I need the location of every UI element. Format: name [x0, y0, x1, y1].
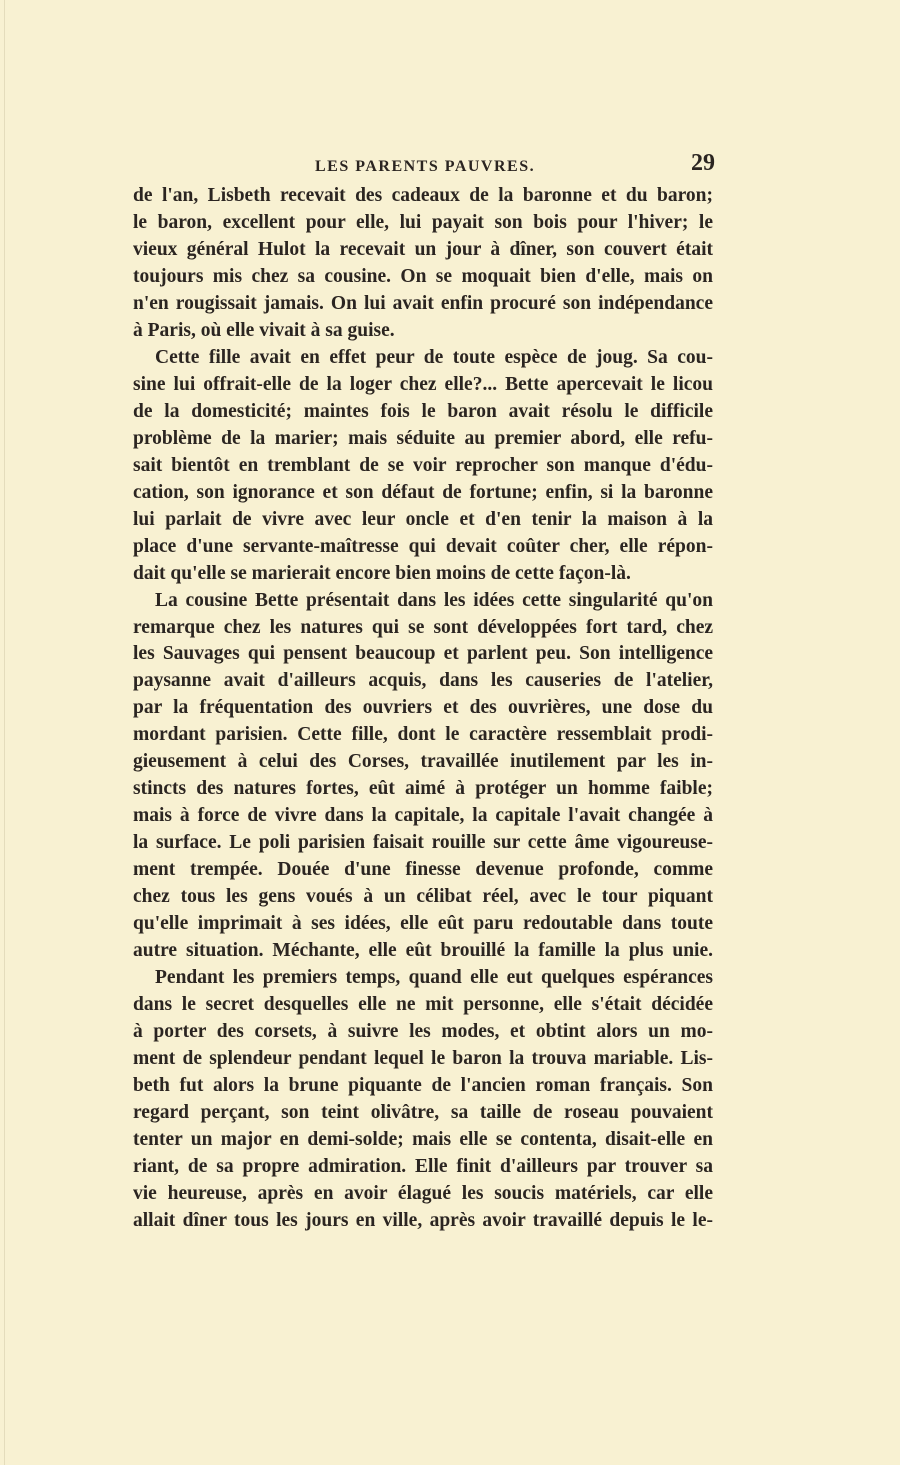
page-edge — [4, 0, 5, 1465]
text-line: ment de splendeur pendant lequel le baron la trouva mariable. Lis- — [133, 1048, 713, 1069]
text-line: n'en rougissait jamais. On lui avait enfin procuré son indépendance — [133, 292, 713, 314]
text-line: regard perçant, son teint olivâtre, sa taille de roseau pouvaient — [133, 1101, 713, 1123]
text-line: gieusement à celui des Corses, travaillée inutilement par les in- — [133, 751, 713, 773]
text-line: qu'elle imprimait à ses idées, elle eût paru redoutable dans toute — [133, 913, 713, 935]
text-line: La cousine Bette présentait dans les idées cette singularité qu'on — [155, 589, 713, 611]
text-line: mais à force de vivre dans la capitale, la capitale l'avait changée à — [133, 805, 713, 827]
text-line: toujours mis chez sa cousine. On se moquait bien d'elle, mais on — [133, 265, 713, 287]
text-line: le baron, excellent pour elle, lui payait son bois pour l'hiver; le — [133, 211, 713, 233]
text-line: chez tous les gens voués à un célibat réel, avec le tour piquant — [133, 886, 713, 908]
text-line: place d'une servante-maîtresse qui devait coûter cher, elle répon- — [133, 535, 713, 557]
text-line: à Paris, où elle vivait à sa guise. — [133, 319, 395, 341]
text-line: de la domesticité; maintes fois le baron avait résolu le difficile — [133, 400, 713, 422]
text-line: stincts des natures fortes, eût aimé à protéger un homme faible; — [133, 778, 713, 800]
page-number: 29 — [691, 150, 715, 176]
text-line: autre situation. Méchante, elle eût brouillé la famille la plus unie. — [133, 940, 713, 962]
text-line: Pendant les premiers temps, quand elle eut quelques espérances — [155, 967, 713, 989]
text-line: dait qu'elle se marierait encore bien moins de cette façon-là. — [133, 562, 631, 584]
text-line: remarque chez les natures qui se sont développées fort tard, chez — [133, 616, 713, 638]
text-line: la surface. Le poli parisien faisait rouille sur cette âme vigoureuse- — [133, 832, 713, 854]
text-line: sait bientôt en tremblant de se voir reprocher son manque d'édu- — [133, 454, 713, 476]
text-line: de l'an, Lisbeth recevait des cadeaux de la baronne et du baron; — [133, 185, 713, 206]
text-line: dans le secret desquelles elle ne mit personne, elle s'était décidée — [133, 994, 713, 1016]
text-line: beth fut alors la brune piquante de l'ancien roman français. Son — [133, 1074, 713, 1096]
text-line: tenter un major en demi-solde; mais elle se contenta, disait-elle en — [133, 1128, 713, 1150]
text-line: à porter des corsets, à suivre les modes, et obtint alors un mo- — [133, 1021, 713, 1043]
text-line: par la fréquentation des ouvriers et des ouvrières, une dose du — [133, 697, 713, 719]
text-line: les Sauvages qui pensent beaucoup et parlent peu. Son intelligence — [133, 643, 713, 665]
text-line: allait dîner tous les jours en ville, après avoir travaillé depuis le le- — [133, 1209, 713, 1231]
running-title: LES PARENTS PAUVRES. — [315, 158, 536, 175]
body-text — [133, 183, 713, 1235]
text-line: lui parlait de vivre avec leur oncle et d'en tenir la maison à la — [133, 508, 713, 530]
text-line: paysanne avait d'ailleurs acquis, dans les causeries de l'atelier, — [133, 670, 713, 692]
text-line: problème de la marier; mais séduite au premier abord, elle refu- — [133, 427, 713, 449]
text-line: cation, son ignorance et son défaut de fortune; enfin, si la baronne — [133, 481, 713, 503]
text-line: riant, de sa propre admiration. Elle finit d'ailleurs par trouver sa — [133, 1155, 713, 1177]
page-header — [133, 150, 715, 180]
text-line: Cette fille avait en effet peur de toute espèce de joug. Sa cou- — [155, 346, 713, 368]
text-line: vieux général Hulot la recevait un jour à dîner, son couvert était — [133, 238, 713, 260]
text-line: mordant parisien. Cette fille, dont le caractère ressemblait prodi- — [133, 724, 713, 746]
text-line: vie heureuse, après en avoir élagué les soucis matériels, car elle — [133, 1182, 713, 1204]
text-line: ment trempée. Douée d'une finesse devenue profonde, comme — [133, 859, 713, 881]
text-line: sine lui offrait-elle de la loger chez elle?... Bette apercevait le licou — [133, 373, 713, 395]
